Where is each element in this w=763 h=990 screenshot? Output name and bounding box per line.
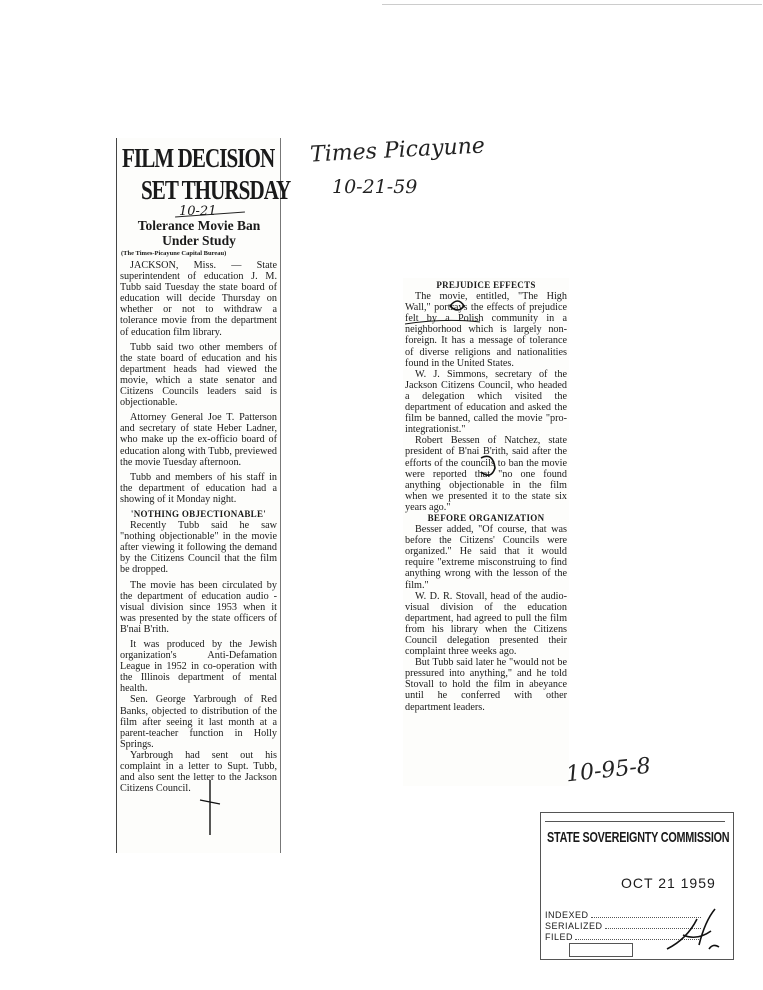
section-heading: BEFORE ORGANIZATION [427,512,545,523]
paragraph: But Tubb said later he "would not be pressured into anything," and he told Stovall to hold the film in abeyance until he conferred with other department leaders. [405,657,567,713]
handwritten-file-number: 10-95-8 [564,753,652,788]
stamp-serialized-label: SERIALIZED [545,921,603,931]
paragraph: Yarbrough had sent out his complaint in a letter to Supt. Tubb, and also sent the letter to the Jackson Citizens Council. [120,749,277,795]
paragraph: The movie, entitled, "The High Wall," portrays the effects of prejudice felt by a Polish community in a neighborhood which is largely non-foreign. It has a message of tolerance of diverse religions and nationalities found in the United States. [405,291,567,369]
handwritten-dateline: 10-21 [179,204,217,219]
clipping-right-column [403,278,569,786]
stamp-title: STATE SOVEREIGNTY COMMISSION [547,829,730,846]
ink-scribble [475,450,515,490]
section-heading: 'NOTHING OBJECTIONABLE' [130,508,267,519]
paragraph: JACKSON, Miss. — State superintendent of education J. M. Tubb said Tuesday the state board of education will decide Thursday on whether or not to withdraw a tolerance movie from the department of education film library. [120,260,277,338]
initials-signature [663,905,727,959]
commission-stamp [540,812,734,960]
right-body [405,280,567,713]
ink-scribble [400,290,520,330]
handwritten-source: Times Picayune [309,133,486,168]
ink-scribble [190,780,230,840]
paragraph: Sen. George Yarbrough of Red Banks, objected to distribution of the film after seeing it last month at a parent-teacher function in Holly Springs. [120,694,277,750]
bureau-credit: (The Times-Picayune Capital Bureau) [121,250,227,257]
subhead-line-1: Tolerance Movie Ban [137,218,261,233]
paragraph: Attorney General Joe T. Patterson and secretary of state Heber Ladner, who make up the ex-officio board of education along with Tubb, previewed the movie Tuesday afternoon. [120,412,277,468]
left-body [120,260,277,794]
clipping-left-column [116,138,291,853]
paragraph: W. D. R. Stovall, head of the audio-visual division of the education department, had agreed to pull the film from his library when the Citizens Council delegation presented their complaint three weeks ago. [405,590,567,658]
stamp-filed-label: FILED [545,932,574,942]
stamp-box [569,943,633,957]
paragraph: The movie has been circulated by the department of education audio - visual division since 1953 when it was presented by the state officers of B'nai B'rith. [120,579,277,635]
section-heading: PREJUDICE EFFECTS [436,280,536,290]
scan-edge-line [382,4,762,5]
paragraph: W. J. Simmons, secretary of the Jackson Citizens Council, who headed a delegation which visited the department of education and asked the film be banned, called the movie "pro-integrationist." [405,368,567,436]
paragraph: Tubb and members of his staff in the department of education had a showing of it Monday night. [120,471,277,505]
paragraph: It was produced by the Jewish organization's Anti-Defamation League in 1952 in co-operation with the Illinois department of mental health. [120,639,277,695]
stamp-indexed-label: INDEXED [545,910,589,920]
stamp-top-rule [545,821,725,822]
paragraph: Tubb said two other members of the state board of education and his department heads had viewed the movie, which a state senator and Citizens Councils leaders said is objectionable. [120,341,277,409]
headline-line-2: SET THURSDAY [141,175,291,205]
stamp-date: OCT 21 1959 [621,875,716,891]
paragraph: Recently Tubb said he saw "nothing objectionable" in the movie after viewing it following the demand by the Citizens Council that the film be dropped. [120,520,277,576]
paragraph: Besser added, "Of course, that was before the Citizens' Councils were organized." He said that it would require "extreme misconstruing to find anything wrong with the lesson of the film." [405,524,567,591]
headline-line-1: FILM DECISION [122,143,275,173]
handwritten-date: 10-21-59 [332,176,418,198]
subhead-line-2: Under Study [162,233,236,248]
paragraph: Robert Bessen of Natchez, state president of B'nai B'rith, said after the efforts of the councils to ban the movie were reported that "no one found anything objectionable in the film when we presented it to the state six years ago." [405,435,567,513]
